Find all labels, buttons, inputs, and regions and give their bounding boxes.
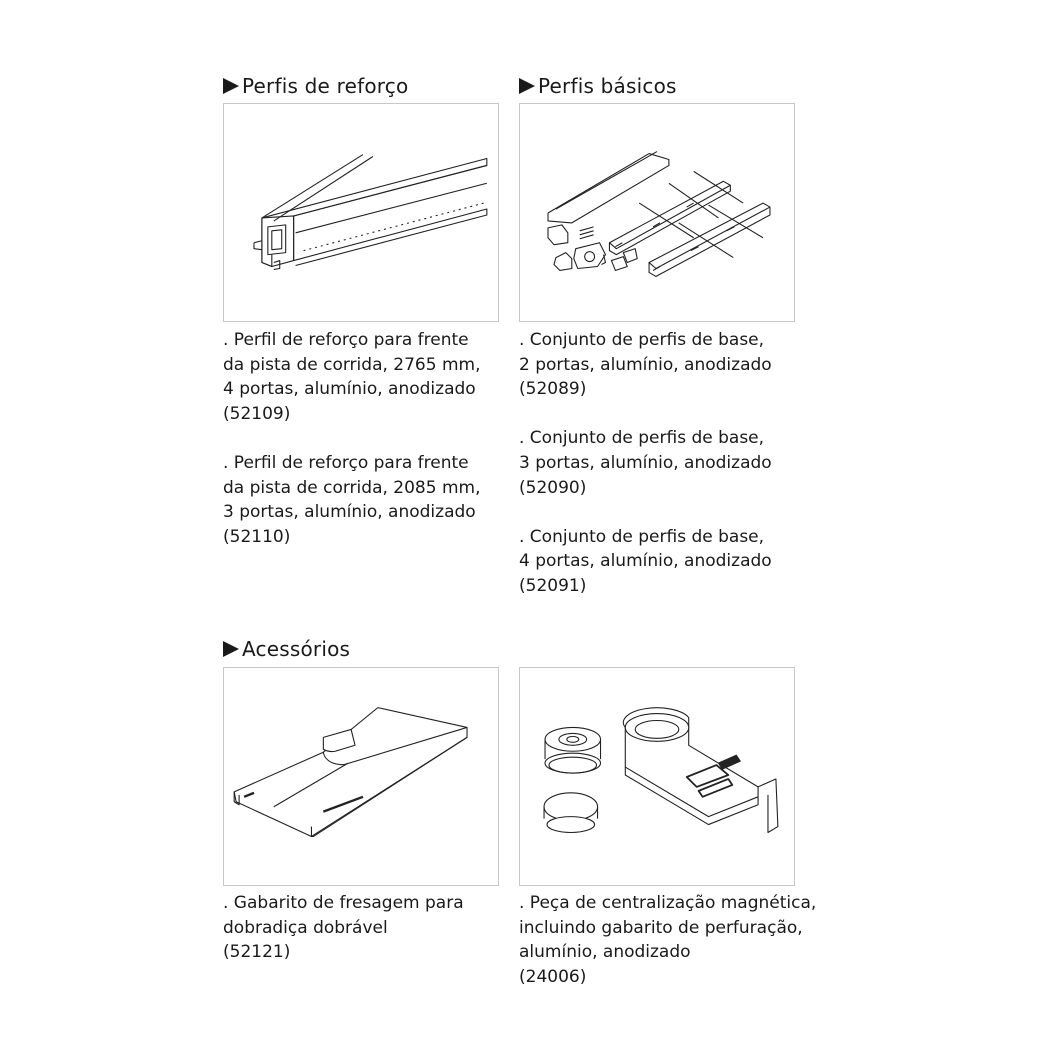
product-image-magnetic-centering-piece [519,667,795,886]
item-line: . Conjunto de perfis de base, [519,526,765,547]
item-line: da pista de corrida, 2765 mm, [223,354,481,375]
item-code: (52091) [519,575,587,596]
item-code: (52109) [223,403,291,424]
heading-perfis-basicos [519,74,677,98]
item-line: . Conjunto de perfis de base, [519,428,765,449]
item-line: 3 portas, alumínio, anodizado [519,452,772,473]
item-code: (52090) [519,477,587,498]
item-line: 3 portas, alumínio, anodizado [223,502,476,523]
product-image-base-profile-set [519,103,795,322]
item-line: incluindo gabarito de perfuração, [519,917,803,938]
item-line: . Perfil de reforço para frente [223,330,469,350]
item-line: . Peça de centralização magnética, [519,893,817,913]
item-line: 2 portas, alumínio, anodizado [519,354,772,375]
heading-text: Perfis de reforço [242,74,409,98]
item-line: . Perfil de reforço para frente [223,452,469,473]
description-base-profiles [519,328,772,599]
item-code: (24006) [519,966,587,987]
description-magnetic-centering-piece [519,891,816,989]
item-code: (52121) [223,942,291,963]
triangle-bullet-icon [223,78,239,94]
item-line: alumínio, anodizado [519,942,691,963]
triangle-bullet-icon [223,641,239,657]
product-image-reinforcement-profile [223,103,499,322]
product-image-milling-template [223,667,499,886]
milling-template-icon [224,668,498,885]
item-line: dobradiça dobrável [223,917,388,938]
item-line: 4 portas, alumínio, anodizado [519,551,772,572]
description-reinforcement-profiles [223,328,480,549]
heading-text: Acessórios [242,637,351,661]
item-line: . Conjunto de perfis de base, [519,330,765,350]
item-line: . Gabarito de fresagem para [223,893,464,913]
item-line: 4 portas, alumínio, anodizado [223,379,476,400]
triangle-bullet-icon [519,78,535,94]
item-line: da pista de corrida, 2085 mm, [223,477,481,498]
aluminium-reinforcement-profile-icon [224,104,498,321]
item-code: (52110) [223,526,291,547]
heading-perfis-de-reforco [223,74,408,98]
heading-text: Perfis básicos [538,74,677,98]
base-profile-set-icon [520,104,794,321]
magnetic-centering-piece-icon [520,668,794,885]
heading-acessorios [223,637,350,661]
description-milling-template [223,891,464,965]
item-code: (52089) [519,379,587,400]
